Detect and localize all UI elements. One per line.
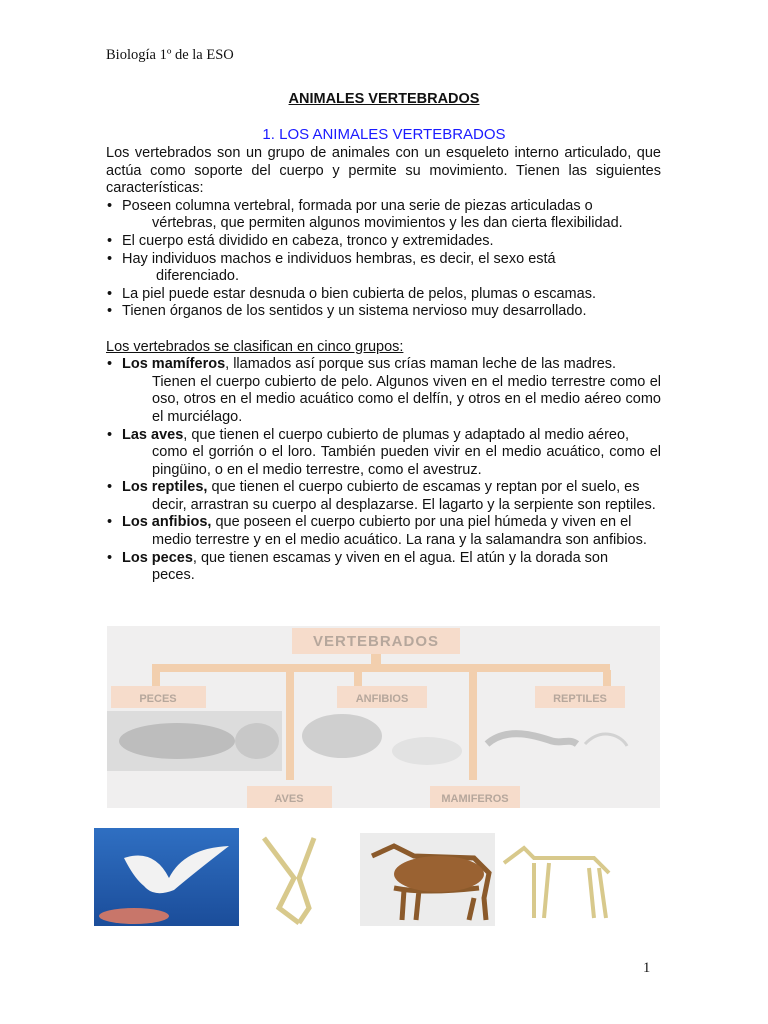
feature-text: El cuerpo está dividido en cabeza, tronco y extremidades. — [122, 232, 494, 249]
bullet-icon: • — [107, 356, 113, 373]
group-text: que tienen el cuerpo cubierto de escamas y reptan por el suelo, es — [207, 479, 640, 496]
feature-continuation: vértebras, que permiten algunos movimientos y les dan cierta flexibilidad. — [152, 215, 623, 232]
frog-skeleton-icon — [392, 737, 462, 765]
group-continuation: decir, arrastran su cuerpo al desplazarse. El lagarto y la serpiente son reptiles. — [152, 496, 656, 513]
group-item — [106, 356, 661, 426]
stem-mamiferos — [469, 670, 477, 780]
aves-label: AVES — [274, 793, 304, 805]
group-item — [106, 427, 661, 480]
bullet-icon: • — [107, 549, 113, 566]
feature-text: Hay individuos machos e individuos hembras, es decir, el sexo está — [122, 250, 556, 267]
group-item — [106, 479, 661, 514]
groups-list — [106, 356, 661, 585]
group-term: Los reptiles, — [122, 479, 208, 496]
bullet-icon: • — [107, 479, 113, 496]
feature-item — [106, 286, 661, 304]
fish-skull-icon — [235, 723, 279, 759]
group-continuation: como el gorrión o el loro. También pueden vivir en el medio acuático, como el pingüino, o en el medio terrestre, como el avestruz. — [152, 444, 661, 478]
feature-item — [106, 251, 661, 286]
group-term: Los anfibios, — [122, 514, 212, 531]
stem-peces — [152, 670, 160, 686]
page-header: Biología 1º de la ESO — [106, 47, 234, 63]
bullet-icon: • — [107, 514, 113, 531]
lizard-icon — [487, 734, 577, 744]
intro-paragraph: Los vertebrados son un grupo de animales con un esqueleto interno articulado, que actúa como soporte del cuerpo y permite su movimiento. Tienen las siguientes características: — [106, 145, 661, 197]
page-number: 1 — [643, 960, 651, 976]
document-title: ANIMALES VERTEBRADOS — [288, 91, 480, 107]
frog-icon — [302, 714, 382, 758]
reptiles-label: REPTILES — [553, 693, 607, 705]
group-continuation: Tienen el cuerpo cubierto de pelo. Algunos viven en el medio terrestre como el oso, otros en el medio acuático como el delfín, y otros en el medio aéreo como el murciélago. — [152, 373, 661, 425]
group-item — [106, 550, 661, 585]
feature-text: La piel puede estar desnuda o bien cubierta de pelos, plumas o escamas. — [122, 285, 596, 302]
classification-tree — [107, 626, 660, 808]
vertebrates-diagram — [107, 626, 660, 808]
stem-reptiles — [603, 670, 611, 686]
branch-line — [152, 664, 610, 672]
feature-item — [106, 233, 661, 251]
features-list — [106, 198, 661, 321]
group-term: Los mamíferos — [122, 356, 226, 373]
section-title: 1. LOS ANIMALES VERTEBRADOS — [262, 126, 506, 143]
group-text: , que tienen el cuerpo cubierto de plumas y adaptado al medio aéreo, — [183, 426, 630, 443]
feature-item — [106, 303, 661, 321]
group-text: , que tienen escamas y viven en el agua. El atún y la dorada son — [192, 549, 609, 566]
anfibios-label: ANFIBIOS — [355, 693, 409, 705]
bullet-icon: • — [107, 426, 113, 443]
hand-icon — [99, 908, 169, 924]
feature-text: Poseen columna vertebral, formada por una serie de piezas articuladas o — [122, 197, 593, 214]
stem-anfibios — [354, 670, 362, 686]
feature-item — [106, 198, 661, 233]
peces-label: PECES — [139, 693, 177, 705]
fish-skeleton-icon — [119, 723, 235, 759]
group-text: que poseen el cuerpo cubierto por una piel húmeda y viven en el — [211, 514, 632, 531]
group-continuation: peces. — [152, 567, 195, 584]
feature-continuation: diferenciado. — [156, 268, 240, 285]
group-item — [106, 514, 661, 549]
bullet-icon: • — [107, 303, 113, 320]
feature-text: Tienen órganos de los sentidos y un sistema nervioso muy desarrollado. — [122, 303, 587, 320]
body-text — [106, 145, 661, 585]
classification-heading: Los vertebrados se clasifican en cinco grupos: — [106, 338, 404, 355]
lizard-skeleton-icon — [585, 734, 627, 746]
group-text: , llamados así porque sus crías maman leche de las madres. — [225, 356, 617, 373]
group-continuation: medio terrestre y en el medio acuático. La rana y la salamandra son anfibios. — [152, 532, 647, 549]
example-photos — [94, 828, 614, 931]
horse-body-icon — [394, 856, 484, 892]
stem-aves — [286, 670, 294, 780]
bullet-icon: • — [107, 232, 113, 249]
group-term: Los peces — [122, 549, 193, 566]
root-label: VERTEBRADOS — [312, 633, 440, 650]
mamiferos-label: MAMIFEROS — [441, 793, 509, 805]
bullet-icon: • — [107, 197, 113, 214]
group-term: Las aves — [122, 426, 184, 443]
bird-skeleton-icon — [264, 838, 314, 923]
horse-skeleton-icon — [504, 848, 609, 918]
photo-strip — [94, 828, 614, 926]
bullet-icon: • — [107, 285, 113, 302]
bullet-icon: • — [107, 250, 113, 267]
